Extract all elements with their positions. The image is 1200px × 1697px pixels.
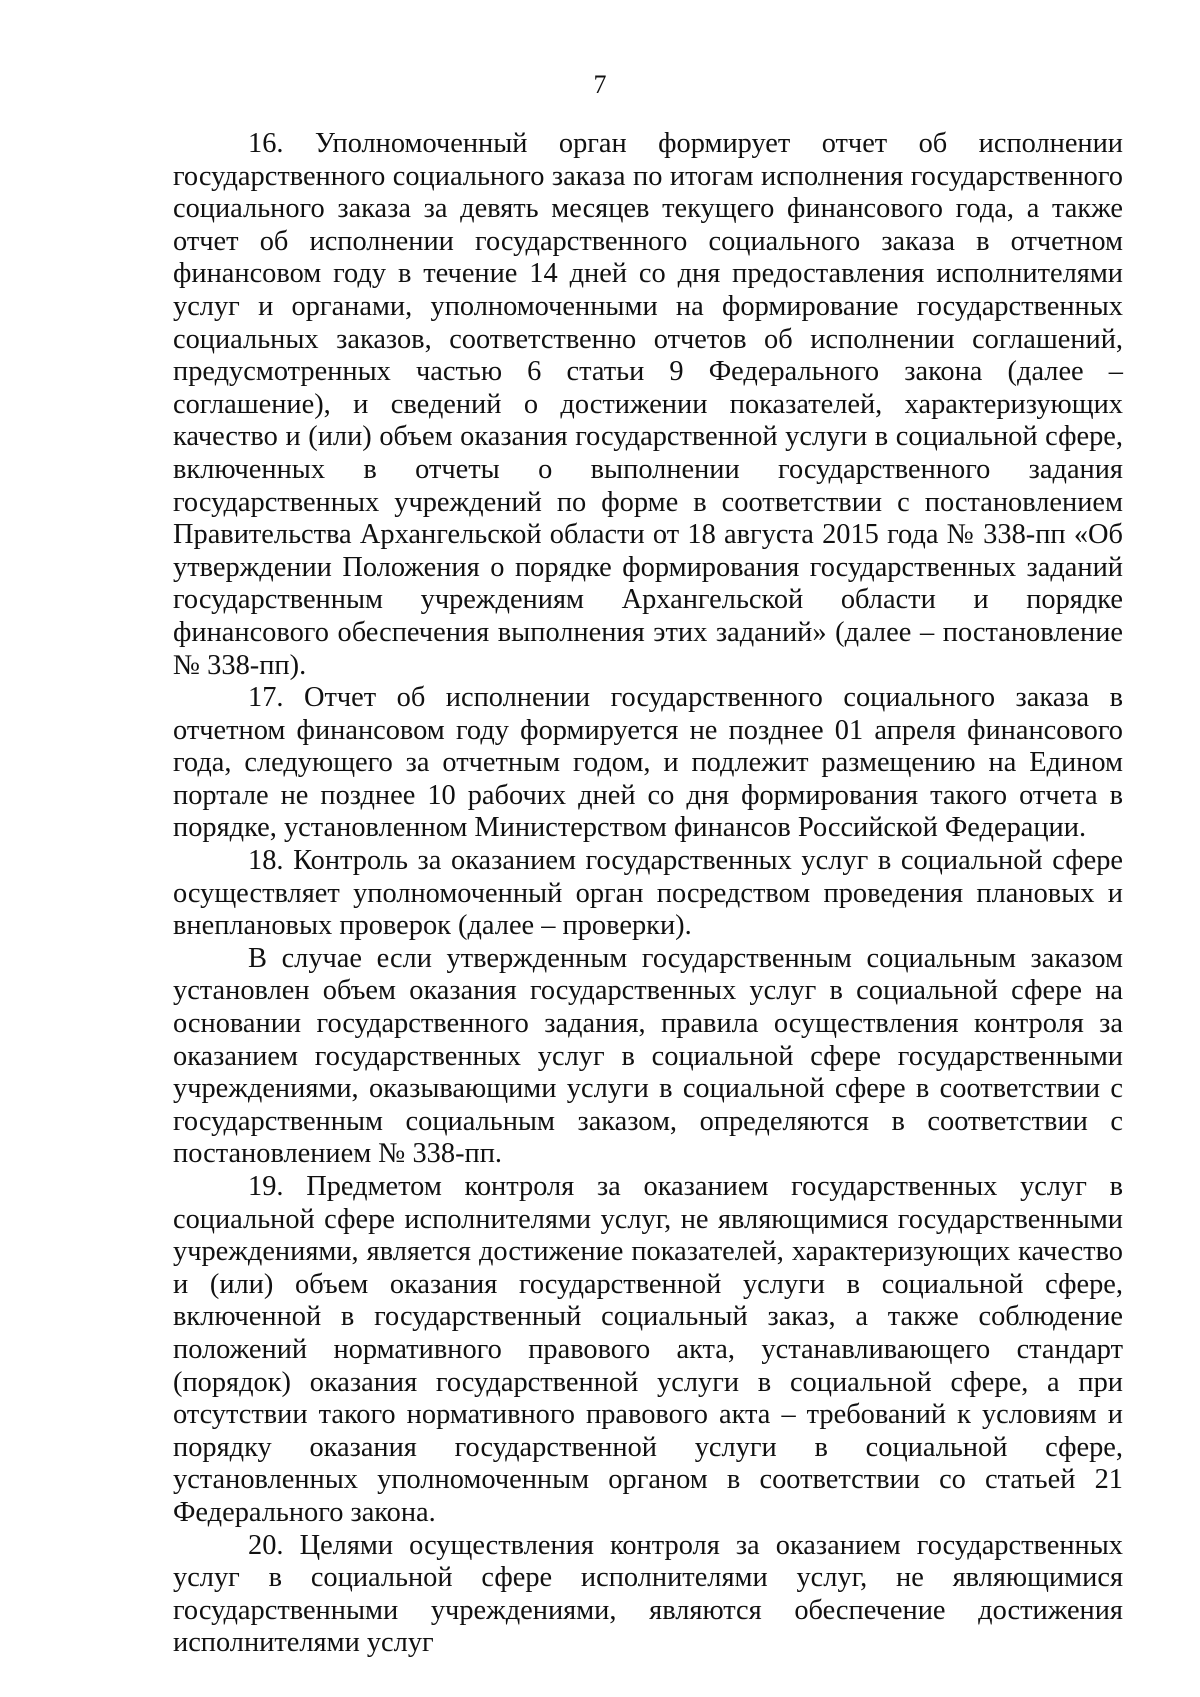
document-body	[173, 128, 1123, 1660]
paragraph-17: 17. Отчет об исполнении государственного социального заказа в отчетном финансовом году формируется не позднее 01 апреля финансового года, следующего за отчетным годом, и подлежит размещению на Едином портале не позднее 10 рабочих дней со дня формирования такого отчета в порядке, установленном Министерством финансов Российской Федерации.	[173, 682, 1123, 844]
page-number: 7	[593, 70, 607, 99]
paragraph-19: 19. Предметом контроля за оказанием государственных услуг в социальной сфере исполнителями услуг, не являющимися государственными учреждениями, является достижение показателей, характеризующих качество и (или) объем оказания государственной услуги в социальной сфере, включенной в государственный социальный заказ, а также соблюдение положений нормативного правового акта, устанавливающего стандарт (порядок) оказания государственной услуги в социальной сфере, а при отсутствии такого нормативного правового акта – требований к условиям и порядку оказания государственной услуги в социальной сфере, установленных уполномоченным органом в соответствии со статьей 21 Федерального закона.	[173, 1171, 1123, 1528]
paragraph-18-continued: В случае если утвержденным государственным социальным заказом установлен объем оказания государственных услуг в социальной сфере на основании государственного задания, правила осуществления контроля за оказанием государственных услуг в социальной сфере государственными учреждениями, оказывающими услуги в социальной сфере в соответствии с государственным социальным заказом, определяются в соответствии с постановлением № 338-пп.	[173, 942, 1123, 1170]
paragraph-18: 18. Контроль за оказанием государственных услуг в социальной сфере осуществляет уполномоченный орган посредством проведения плановых и внеплановых проверок (далее – проверки).	[173, 845, 1123, 942]
paragraph-20: 20. Целями осуществления контроля за оказанием государственных услуг в социальной сфере исполнителями услуг, не являющимися государственными учреждениями, являются обеспечение достижения исполнителями услуг	[173, 1529, 1123, 1659]
paragraph-16: 16. Уполномоченный орган формирует отчет об исполнении государственного социального заказа по итогам исполнения государственного социального заказа за девять месяцев текущего финансового года, а также отчет об исполнении государственного социального заказа в отчетном финансовом году в течение 14 дней со дня предоставления исполнителями услуг и органами, уполномоченными на формирование государственных социальных заказов, соответственно отчетов об исполнении соглашений, предусмотренных частью 6 статьи 9 Федерального закона (далее – соглашение), и сведений о достижении показателей, характеризующих качество и (или) объем оказания государственной услуги в социальной сфере, включенных в отчеты о выполнении государственного задания государственных учреждений по форме в соответствии с постановлением Правительства Архангельской области от 18 августа 2015 года № 338-пп «Об утверждении Положения о порядке формирования государственных заданий государственным учреждениям Архангельской области и порядке финансового обеспечения выполнения этих заданий» (далее – постановление № 338-пп).	[173, 128, 1123, 681]
